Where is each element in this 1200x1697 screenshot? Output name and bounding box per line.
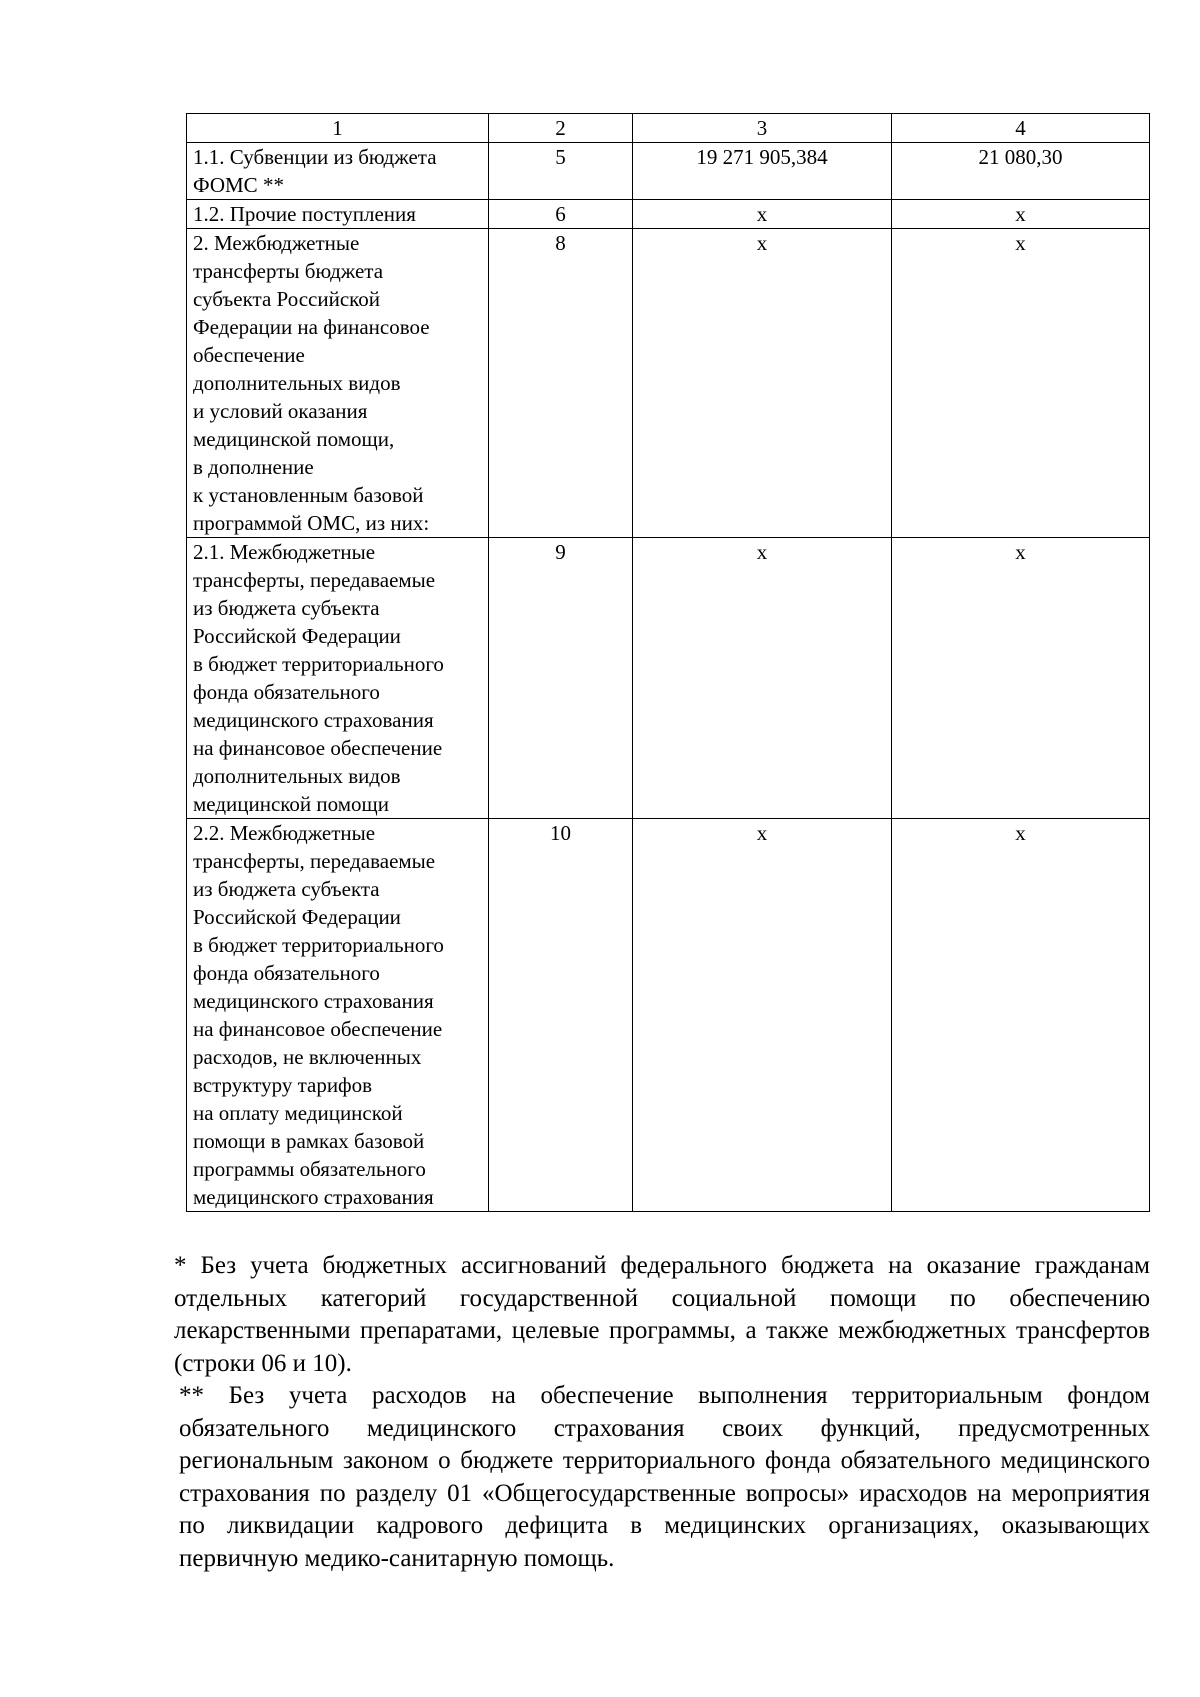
footnotes [174,1250,1150,1575]
row-amount: 19 271 905,384 [633,143,892,200]
table-row [187,229,1150,538]
column-number-2: 2 [489,114,633,143]
footnote-double-asterisk: ** Без учета расходов на обеспечение выполнения территориальным фондом обязательного медицинского страхования своих функций, предусмотренных региональным законом о бюджете территориального фонда обязательного медицинского страхования по разделу 01 «Общегосударственные вопросы» ирасходов на мероприятия по ликвидации кадрового дефицита в медицинских организациях, оказывающих первичную медико-санитарную помощь. [179,1382,1150,1572]
column-number-4: 4 [892,114,1150,143]
row-amount: х [633,229,892,538]
row-name: 2.2. Межбюджетные трансферты, передаваемые из бюджета субъекта Российской Федерации в бюджет территориального фонда обязательного медицинского страхования на финансовое обеспечение расходов, не включенных вструктуру тарифов на оплату медицинской помощи в рамках базовой программы обязательного медицинского страхования [187,819,489,1212]
table-row [187,143,1150,200]
row-amount: х [633,819,892,1212]
row-line-number: 10 [489,819,633,1212]
table-row [187,200,1150,229]
table-header-row [187,114,1150,143]
budget-table [186,113,1150,1212]
row-name: 2. Межбюджетные трансферты бюджета субъекта Российской Федерации на финансовое обеспечение дополнительных видов и условий оказания медицинской помощи, в дополнение к установленным базовой программой ОМС, из них: [187,229,489,538]
footnote-single-asterisk: * Без учета бюджетных ассигнований федерального бюджета на оказание гражданам отдельных категорий государственной социальной помощи по обеспечению лекарственными препаратами, целевые программы, а также межбюджетных трансфертов (строки 06 и 10). [174,1252,1150,1377]
column-number-1: 1 [187,114,489,143]
row-per-capita: х [892,200,1150,229]
row-line-number: 9 [489,538,633,819]
row-amount: х [633,200,892,229]
row-name: 2.1. Межбюджетные трансферты, передаваемые из бюджета субъекта Российской Федерации в бюджет территориального фонда обязательного медицинского страхования на финансовое обеспечение дополнительных видов медицинской помощи [187,538,489,819]
row-per-capita: х [892,538,1150,819]
column-number-3: 3 [633,114,892,143]
row-per-capita: х [892,229,1150,538]
row-line-number: 6 [489,200,633,229]
table-row [187,538,1150,819]
row-name: 1.2. Прочие поступления [187,200,489,229]
row-amount: х [633,538,892,819]
table-row [187,819,1150,1212]
row-per-capita: 21 080,30 [892,143,1150,200]
row-line-number: 8 [489,229,633,538]
row-name: 1.1. Субвенции из бюджета ФОМС ** [187,143,489,200]
row-line-number: 5 [489,143,633,200]
row-per-capita: х [892,819,1150,1212]
